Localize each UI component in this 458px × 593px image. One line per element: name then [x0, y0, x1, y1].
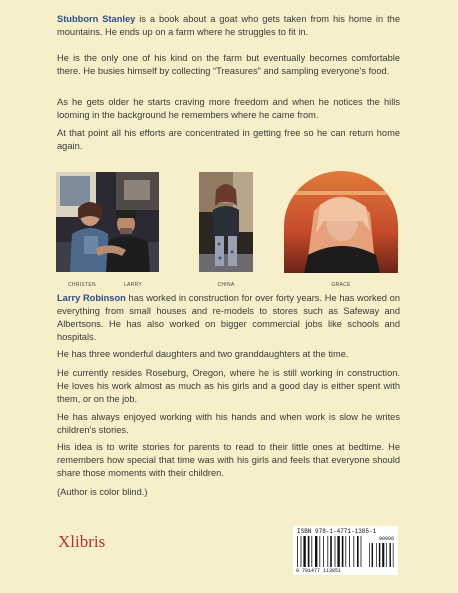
isbn-label: ISBN 978-1-4771-1385-1: [297, 528, 377, 535]
photo-grace: [284, 171, 398, 273]
caption-grace: GRACE: [331, 282, 351, 288]
synopsis-paragraph-2: He is the only one of his kind on the farm but eventually becomes comfortable there. He busies himself by collecting “Treasures” and sampling everyone’s food.: [57, 53, 400, 76]
bio-paragraph-5: His idea is to write stories for parents to read to their little ones at bedtime. He remembers how special that time was with his girls and feels that everyone should share those moments with their children.: [57, 442, 400, 478]
synopsis-text-1: is a book about a goat who gets taken from his home in the mountains. He ends up on a farm where he struggles to fit in.: [57, 14, 401, 37]
book-title: Stubborn Stanley: [57, 14, 136, 24]
bio-paragraph-4: He has always enjoyed working with his hands and when work is slow he writes children’s stories.: [57, 412, 400, 435]
bio-text-1: has worked in construction for over forty years. He has worked on everything from small houses and re-models to stores such as Safeway and Albertsons. He has also worked on bigger commercial jobs like schools and hospitals.: [57, 293, 401, 342]
synopsis-paragraph-3: As he gets older he starts craving more freedom and when he notices the hills looming in the background he remembers where he came from.: [57, 97, 400, 120]
photo-christen-larry-image: [56, 172, 159, 272]
bio-paragraph-2: He has three wonderful daughters and two granddaughters at the time.: [57, 349, 349, 359]
publisher-logo: Xlibris: [58, 532, 106, 551]
caption-christen: CHRISTEN: [68, 282, 96, 288]
photo-grace-image: [284, 171, 398, 273]
barcode-digits: 9 781477 113851: [296, 568, 342, 574]
isbn-barcode: [293, 526, 398, 575]
photo-christen-larry: [56, 172, 159, 272]
bio-paragraph-6: (Author is color blind.): [57, 487, 148, 497]
bio-paragraph-1: [57, 292, 400, 344]
author-name: Larry Robinson: [57, 293, 126, 303]
caption-larry: LARRY: [123, 282, 143, 288]
caption-china: CHINA: [217, 282, 235, 288]
synopsis-paragraph-4: At that point all his efforts are concentrated in getting free so he can return home again.: [57, 128, 400, 151]
synopsis-paragraph-1: [57, 13, 400, 39]
bio-paragraph-3: He currently resides Roseburg, Oregon, where he is still working in construction. He loves his work almost as much as his girls and a good day is either spent with them, or on the job.: [57, 368, 400, 404]
photo-china-image: [199, 172, 253, 272]
price-code: 90000: [378, 536, 394, 542]
photo-china: [199, 172, 253, 272]
